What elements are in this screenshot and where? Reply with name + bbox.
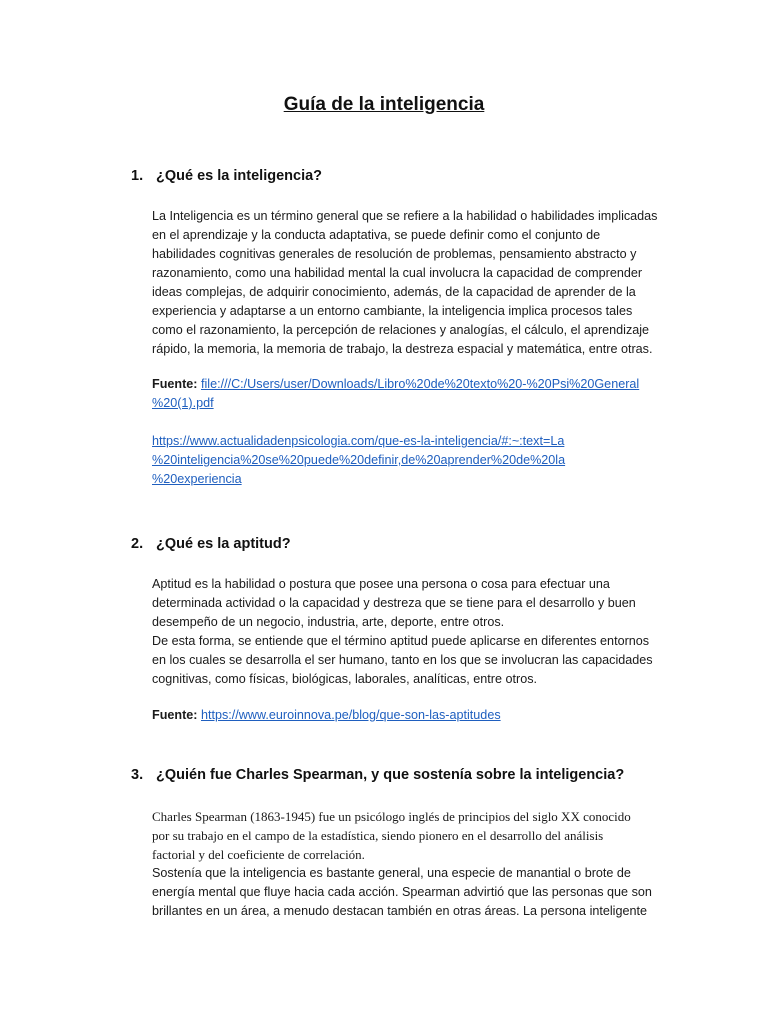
- body-line: energía mental que fluye hacia cada acción. Spearman advirtió que las personas que son: [152, 885, 652, 899]
- source-label: Fuente:: [152, 708, 198, 722]
- body-line: en el aprendizaje y la conducta adaptativa, se puede definir como el conjunto de: [152, 228, 601, 242]
- source-label: Fuente:: [152, 377, 198, 391]
- body-line: experiencia y adaptarse a un entorno cambiante, la inteligencia implica procesos tales: [152, 304, 633, 318]
- question-heading-2: [131, 536, 291, 552]
- question-text: ¿Quién fue Charles Spearman, y que sostenía sobre la inteligencia?: [156, 767, 625, 783]
- body-line: en los cuales se desarrolla el ser humano, tanto en los que se involucran las capacidades: [152, 653, 653, 667]
- answer-paragraph-3: [152, 807, 672, 921]
- question-number: 3.: [131, 767, 144, 783]
- body-line: Sostenía que la inteligencia es bastante general, una especie de manantial o brote de: [152, 866, 631, 880]
- body-line: factorial y del coeficiente de correlación.: [152, 847, 365, 862]
- source-block-2: [152, 706, 672, 725]
- question-heading-3: [131, 767, 624, 783]
- body-line: La Inteligencia es un término general que se refiere a la habilidad o habilidades implicadas: [152, 209, 658, 223]
- answer-paragraph-1: [152, 207, 672, 359]
- body-line: Aptitud es la habilidad o postura que posee una persona o cosa para efectuar una: [152, 577, 610, 591]
- question-text: ¿Qué es la aptitud?: [156, 536, 291, 552]
- body-line: por su trabajo en el campo de la estadística, siendo pionero en el desarrollo del análisis: [152, 828, 604, 843]
- body-line: rápido, la memoria, la memoria de trabajo, la destreza espacial y matemática, entre otras.: [152, 342, 653, 356]
- question-text: ¿Qué es la inteligencia?: [156, 168, 323, 184]
- body-line: habilidades cognitivas generales de resolución de problemas, pensamiento abstracto y: [152, 247, 637, 261]
- source-link[interactable]: %20(1).pdf: [152, 396, 214, 410]
- source-link[interactable]: %20inteligencia%20se%20puede%20definir,de%20aprender%20de%20la: [152, 453, 566, 467]
- question-heading-1: [131, 168, 322, 184]
- body-line: Charles Spearman (1863-1945) fue un psicólogo inglés de principios del siglo XX conocido: [152, 809, 631, 824]
- body-line: ideas complejas, de adquirir conocimiento, además, de la capacidad de aprender de la: [152, 285, 636, 299]
- body-line: De esta forma, se entiende que el término aptitud puede aplicarse en diferentes entornos: [152, 634, 650, 648]
- body-line: desempeño de un negocio, industria, arte, deporte, entre otros.: [152, 615, 505, 629]
- extra-source-block-1: [152, 432, 672, 489]
- body-line: cognitivas, como físicas, biológicas, laborales, analíticas, entre otros.: [152, 672, 537, 686]
- source-block-1: [152, 375, 672, 413]
- source-link[interactable]: file:///C:/Users/user/Downloads/Libro%20de%20texto%20-%20Psi%20General: [200, 377, 640, 391]
- document-title: Guía de la inteligencia: [283, 94, 485, 115]
- answer-paragraph-2: [152, 575, 672, 689]
- source-link[interactable]: https://www.actualidadenpsicologia.com/que-es-la-inteligencia/#:~:text=La: [152, 434, 565, 448]
- source-link[interactable]: https://www.euroinnova.pe/blog/que-son-las-aptitudes: [200, 708, 501, 722]
- body-line: determinada actividad o la capacidad y destreza que se tiene para el desarrollo y buen: [152, 596, 636, 610]
- source-link[interactable]: %20experiencia: [152, 472, 242, 486]
- body-line: razonamiento, como una habilidad mental la cual involucra la capacidad de comprender: [152, 266, 643, 280]
- question-number: 2.: [131, 536, 144, 552]
- question-number: 1.: [131, 168, 144, 184]
- body-line: como el razonamiento, la percepción de relaciones y analogías, el cálculo, el aprendizaje: [152, 323, 650, 337]
- body-line: brillantes en un área, a menudo destacan también en otras áreas. La persona inteligente: [152, 904, 647, 918]
